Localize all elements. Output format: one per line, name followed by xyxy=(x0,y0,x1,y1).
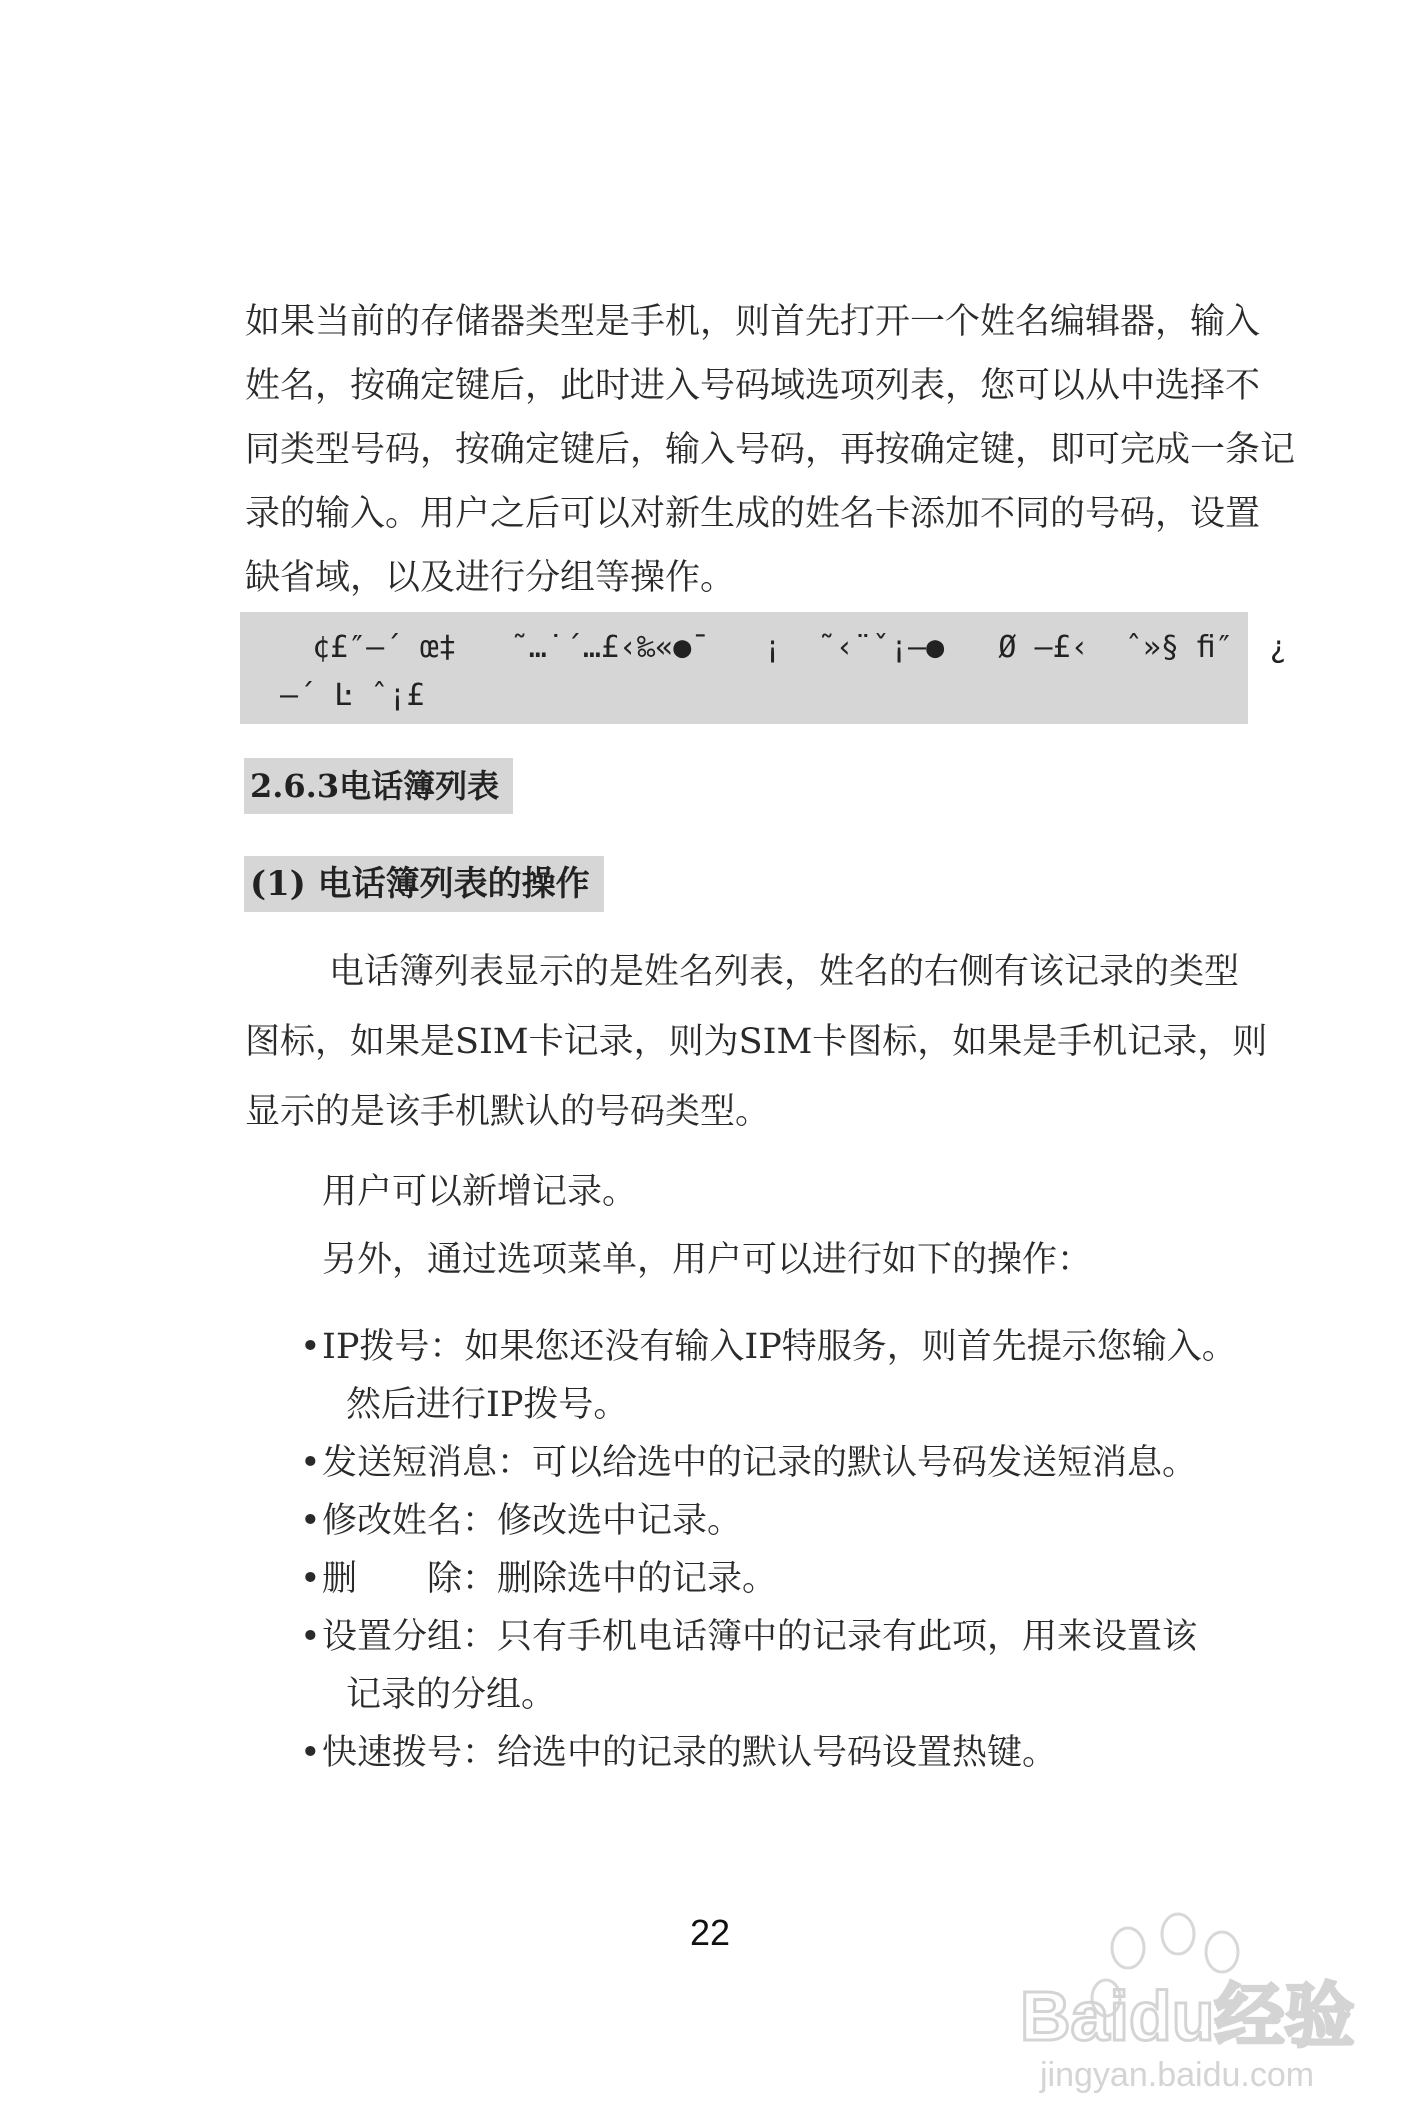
paw-toe-icon xyxy=(1162,1914,1194,1954)
operation-send-sms xyxy=(300,1434,1237,1492)
operation-edit-name xyxy=(300,1492,1237,1550)
add-record-text: 用户可以新增记录。 xyxy=(322,1172,638,1212)
bullet-icon: • xyxy=(300,1559,321,1599)
operation-text: 发送短消息：可以给选中的记录的默认号码发送短消息。 xyxy=(322,1443,1198,1483)
intro-line-1: 如果当前的存储器类型是手机，则首先打开一个姓名编辑器，输入 xyxy=(245,302,1261,342)
operation-text-continued: 记录的分组。 xyxy=(346,1675,557,1715)
intro-line-2: 姓名，按确定键后，此时进入号码域选项列表，您可以从中选择不 xyxy=(245,366,1261,406)
bullet-icon: • xyxy=(300,1443,321,1483)
intro-paragraph xyxy=(245,290,1296,610)
watermark-brand: Baidu经验 xyxy=(1020,1977,1355,2055)
operation-text: 删 除：删除选中的记录。 xyxy=(322,1559,778,1599)
page-number: 22 xyxy=(690,1912,731,1953)
operation-delete xyxy=(300,1550,1237,1608)
operation-text-continued: 然后进行IP拨号。 xyxy=(346,1385,629,1425)
garbled-note-line-1: ¢£″—´ œ‡ ˜…˙´…£‹‰«●¯ ¡ ˜‹¨ˇ¡–● Ø —£‹ ˆ»§ ﬁ″ ¿ xyxy=(312,630,1288,665)
intro-line-3: 同类型号码，按确定键后，输入号码，再按确定键，即可完成一条记 xyxy=(245,430,1296,470)
bullet-icon: • xyxy=(300,1327,321,1367)
watermark-url: jingyan.baidu.com xyxy=(1040,2056,1315,2094)
bullet-icon: • xyxy=(300,1617,321,1657)
paw-toe-icon xyxy=(1112,1928,1144,1968)
description-line-2: 图标，如果是SIM卡记录，则为SIM卡图标，如果是手机记录，则 xyxy=(245,1022,1268,1062)
description-line-3: 显示的是该手机默认的号码类型。 xyxy=(245,1092,771,1132)
intro-line-4: 录的输入。用户之后可以对新生成的姓名卡添加不同的号码，设置 xyxy=(245,494,1261,534)
bullet-icon: • xyxy=(300,1733,321,1773)
operation-set-group xyxy=(300,1608,1237,1724)
section-heading: 2.6.3电话簿列表 xyxy=(244,758,513,814)
operation-ip-dial xyxy=(300,1318,1237,1434)
baidu-watermark-logo xyxy=(1010,1890,1410,2100)
intro-line-5: 缺省域，以及进行分组等操作。 xyxy=(245,558,736,598)
paw-toe-icon xyxy=(1206,1932,1238,1972)
operation-text: 设置分组：只有手机电话簿中的记录有此项，用来设置该 xyxy=(322,1617,1198,1657)
options-intro-text: 另外，通过选项菜单，用户可以进行如下的操作： xyxy=(322,1240,1093,1280)
operations-list xyxy=(300,1318,1237,1782)
description-paragraph xyxy=(245,940,1268,1144)
description-line-1: 电话簿列表显示的是姓名列表，姓名的右侧有该记录的类型 xyxy=(329,952,1240,992)
garbled-note-box xyxy=(240,612,1288,724)
operation-text: 修改姓名：修改选中记录。 xyxy=(322,1501,743,1541)
subsection-heading: (1) 电话簿列表的操作 xyxy=(244,856,604,912)
operation-text: IP拨号：如果您还没有输入IP特服务，则首先提示您输入。 xyxy=(322,1327,1237,1367)
operation-text: 快速拨号：给选中的记录的默认号码设置热键。 xyxy=(322,1733,1058,1773)
operation-speed-dial xyxy=(300,1724,1237,1782)
bullet-icon: • xyxy=(300,1501,321,1541)
garbled-note-line-2: —´ Ŀ ˆ¡£ xyxy=(280,678,425,713)
